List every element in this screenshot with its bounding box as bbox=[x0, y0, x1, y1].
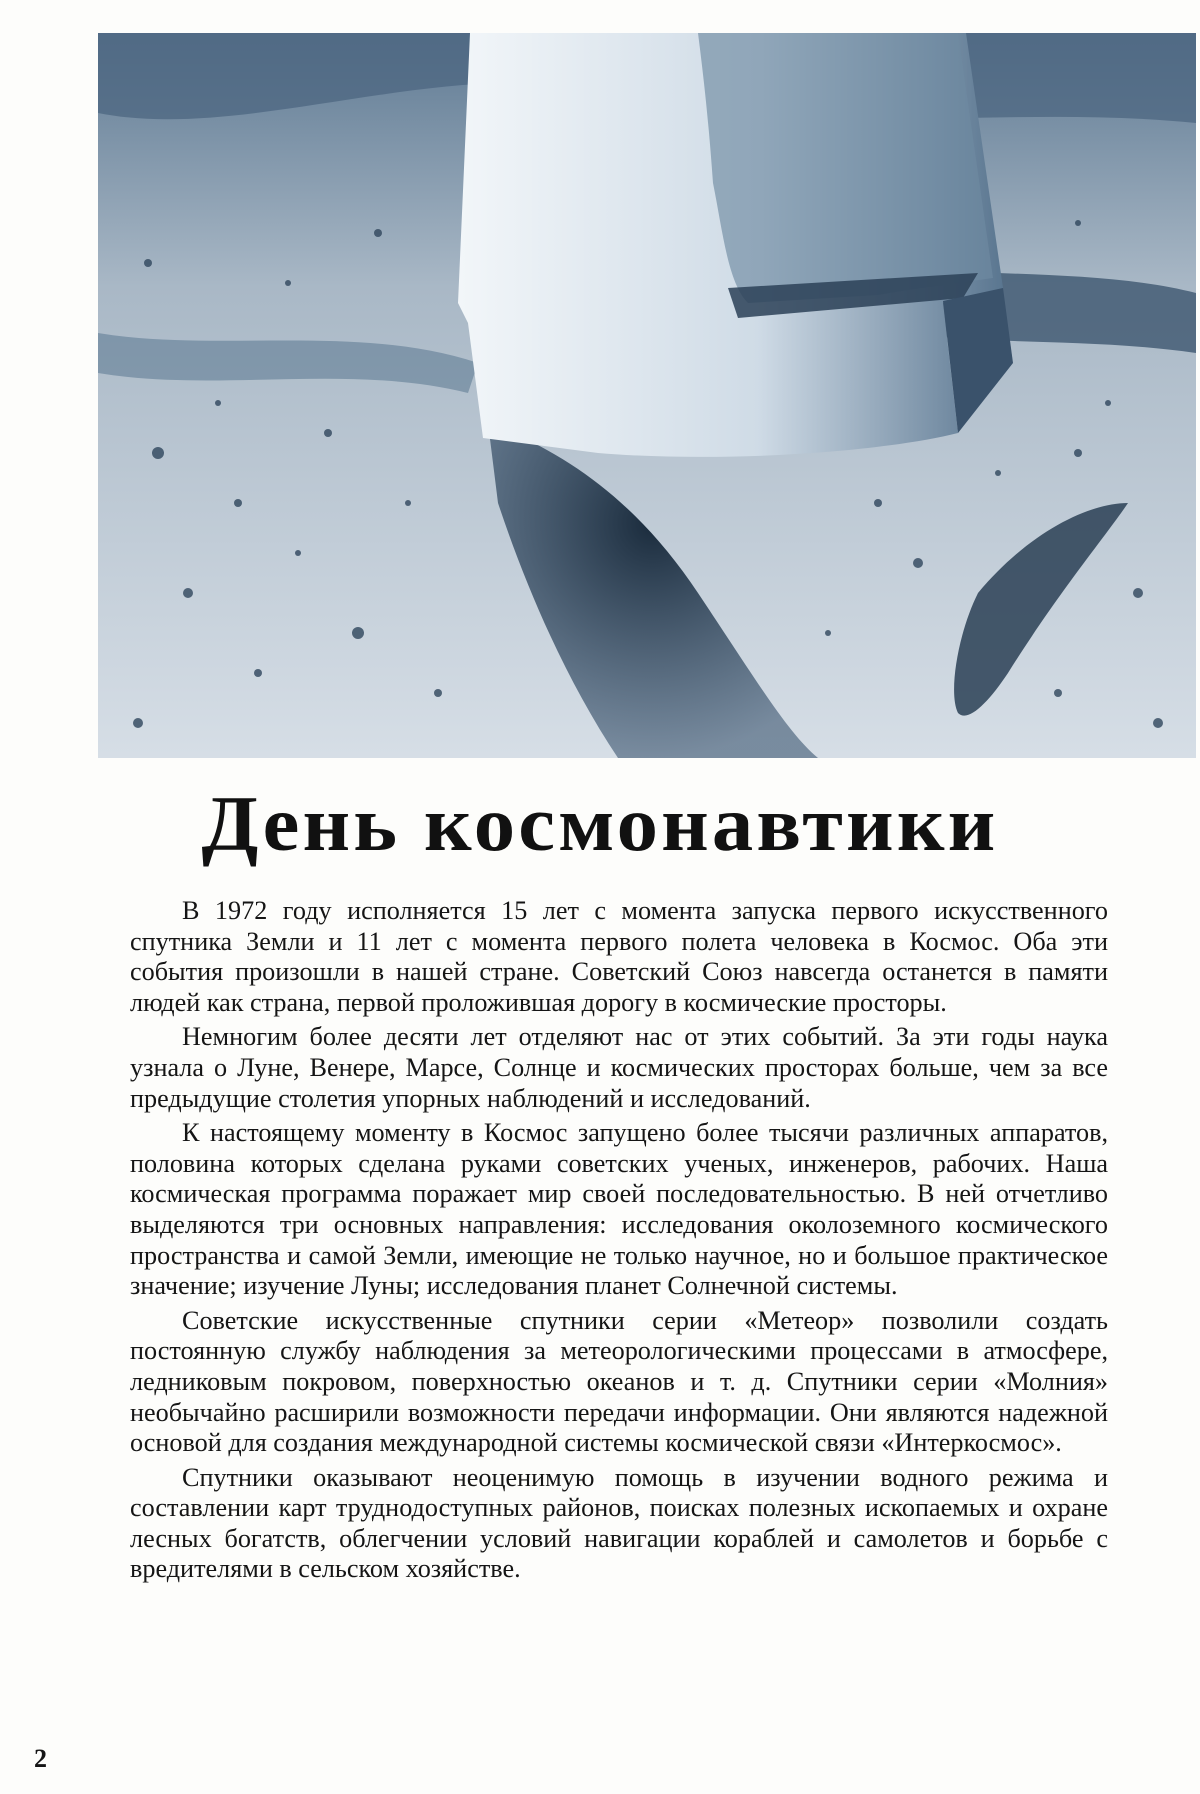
paragraph: Спутники оказывают неоценимую помощь в изучении водного режима и составлении карт труднодоступных районов, поисках полезных ископаемых и охране лесных богатств, облегчении условий навигации кораблей и самолетов и борьбе с вредителями в сельском хозяйстве. bbox=[130, 1462, 1108, 1584]
article-body bbox=[130, 896, 1108, 1589]
lunar-surface-photo bbox=[98, 33, 1196, 758]
paragraph: Советские искусственные спутники серии «Метеор» позволили создать постоянную службу наблюдения за метеорологическими процессами в атмосфере, ледниковым покровом, поверхностью океанов и т. д. Спутники серии «Молния» необычайно расширили возможности передачи информации. Они являются надежной основой для создания международной системы космической связи «Интеркосмос». bbox=[130, 1305, 1108, 1458]
lunar-lander-footpad-photo-icon bbox=[98, 33, 1196, 758]
paragraph: К настоящему моменту в Космос запущено более тысячи различных аппаратов, половина которых сделана руками советских ученых, инженеров, рабочих. Наша космическая программа поражает мир своей последовательностью. В ней отчетливо выделяются три основных направления: исследования околоземного космического пространства и самой Земли, имеющие не только научное, но и большое практическое значение; изучение Луны; исследования планет Солнечной системы. bbox=[130, 1118, 1108, 1301]
paragraph: В 1972 году исполняется 15 лет с момента запуска первого искусственного спутника Земли и 11 лет с момента первого полета человека в Космос. Оба эти события произошли в нашей стране. Советский Союз навсегда останется в памяти людей как страна, первой проложившая дорогу в космические просторы. bbox=[130, 896, 1108, 1017]
page-number: 2 bbox=[34, 1744, 47, 1773]
article-title: День космонавтики bbox=[201, 780, 999, 867]
paragraph: Немногим более десяти лет отделяют нас от этих событий. За эти годы наука узнала о Луне, Венере, Марсе, Солнце и космических просторах больше, чем за все предыдущие столетия упорных наблюдений и исследований. bbox=[130, 1022, 1108, 1113]
